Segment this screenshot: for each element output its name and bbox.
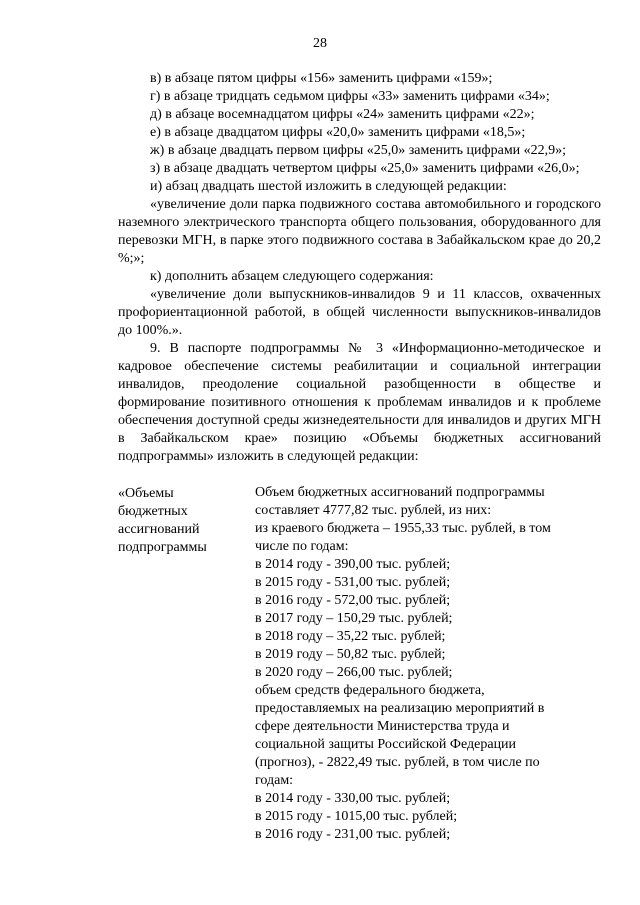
paragraph-v: в) в абзаце пятом цифры «156» заменить цифрами «159»;	[150, 71, 493, 86]
table-value-line: в 2020 году – 266,00 тыс. рублей;	[255, 665, 453, 680]
table-label-column	[118, 484, 255, 844]
table-value-line: (прогноз), - 2822,49 тыс. рублей, в том числе по	[255, 755, 540, 770]
table-value-line: в 2017 году – 150,29 тыс. рублей;	[255, 611, 453, 626]
table-value-line: объем средств федерального бюджета,	[255, 683, 485, 698]
table-value-line: в 2014 году - 390,00 тыс. рублей;	[255, 557, 451, 572]
table-value-line: в 2015 году - 531,00 тыс. рублей;	[255, 575, 451, 590]
table-value-line: сфере деятельности Министерства труда и	[255, 719, 510, 734]
document-body	[118, 70, 601, 482]
table-value-line: в 2016 году - 572,00 тыс. рублей;	[255, 593, 451, 608]
paragraph-k: к) дополнить абзацем следующего содержания:	[150, 269, 434, 284]
table-label-line: «Объемы	[118, 486, 174, 501]
table-value-line: предоставляемых на реализацию мероприятий в	[255, 701, 545, 716]
table-value-column	[255, 484, 601, 844]
table-value-line: в 2018 году – 35,22 тыс. рублей;	[255, 629, 446, 644]
table-label-line: ассигнований	[118, 522, 200, 537]
paragraph-i: и) абзац двадцать шестой изложить в следующей редакции:	[150, 179, 507, 194]
table-value-line: составляет 4777,82 тыс. рублей, из них:	[255, 503, 492, 518]
paragraph-zh: ж) в абзаце двадцать первом цифры «25,0» заменить цифрами «22,9»;	[150, 143, 567, 158]
paragraph-d: д) в абзаце восемнадцатом цифры «24» заменить цифрами «22»;	[150, 107, 535, 122]
page-number: 28	[313, 36, 327, 51]
paragraph-9: 9. В паспорте подпрограммы № 3 «Информационно-методическое и кадровое обеспечение системы реабилитации и социальной интеграции инвалидов, преодоление социальной разобщенности в обществе и формирование позитивного отношения к проблемам инвалидов и к проблеме обеспечения доступной среды жизнедеятельности для инвалидов и других МГН в Забайкальском крае» позицию «Объемы бюджетных ассигнований подпрограммы» изложить в следующей редакции:	[118, 341, 601, 464]
table-value-line: в 2016 году - 231,00 тыс. рублей;	[255, 827, 451, 842]
table-value-line: из краевого бюджета – 1955,33 тыс. рублей, в том	[255, 521, 551, 536]
table-value-line: социальной защиты Российской Федерации	[255, 737, 517, 752]
paragraph-g: г) в абзаце тридцать седьмом цифры «33» заменить цифрами «34»;	[150, 89, 550, 104]
table-value-line: годам:	[255, 773, 294, 788]
paragraph-z: з) в абзаце двадцать четвертом цифры «25,0» заменить цифрами «26,0»;	[150, 161, 580, 176]
table-label-line: бюджетных	[118, 504, 188, 519]
table-value-line: в 2019 году – 50,82 тыс. рублей;	[255, 647, 446, 662]
table-value-line: в 2015 году - 1015,00 тыс. рублей;	[255, 809, 458, 824]
budget-allocation-table	[118, 484, 601, 844]
paragraph-i-quote: «увеличение доли парка подвижного состава автомобильного и городского наземного электрического транспорта общего пользования, оборудованного для перевозки МГН, в парке этого подвижного состава в Забайкальском крае до 20,2 %;»;	[118, 197, 601, 266]
table-value-line: числе по годам:	[255, 539, 349, 554]
table-value-line: в 2014 году - 330,00 тыс. рублей;	[255, 791, 451, 806]
paragraph-k-quote: «увеличение доли выпускников-инвалидов 9 и 11 классов, охваченных профориентационной работой, в общей численности выпускников-инвалидов до 100%.».	[118, 287, 601, 338]
table-label-line: подпрограммы	[118, 540, 207, 555]
paragraph-e: е) в абзаце двадцатом цифры «20,0» заменить цифрами «18,5»;	[150, 125, 526, 140]
table-value-line: Объем бюджетных ассигнований подпрограммы	[255, 485, 545, 500]
